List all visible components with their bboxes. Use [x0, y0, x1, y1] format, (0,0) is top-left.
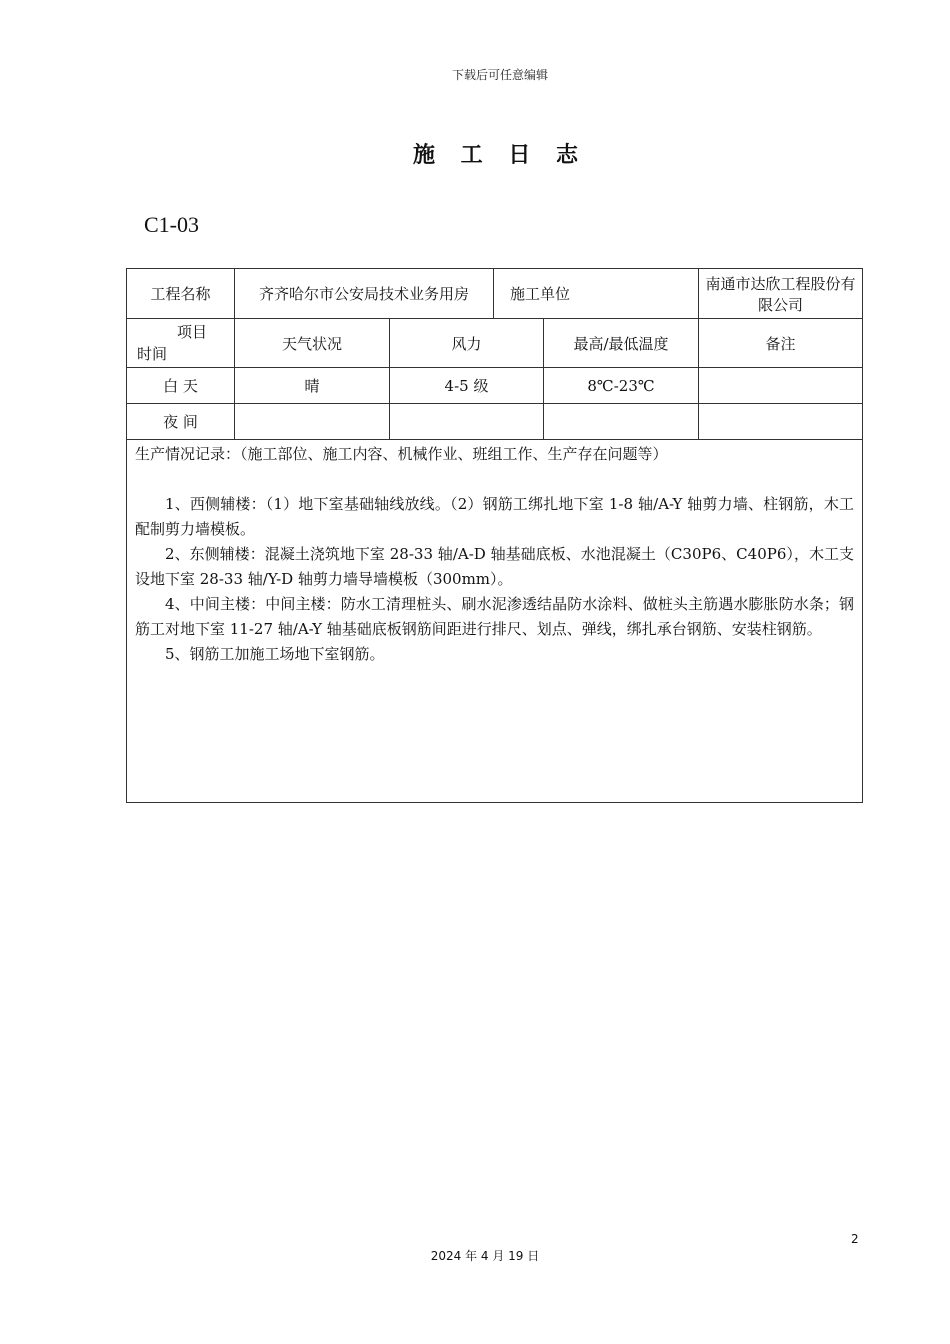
daytime-wind: 4-5 级 — [390, 368, 544, 404]
item-label: 项目 — [177, 323, 208, 341]
page-number: 2 — [851, 1232, 859, 1246]
daytime-temperature: 8℃-23℃ — [544, 368, 699, 404]
project-name-label: 工程名称 — [127, 269, 235, 319]
document-code: C1-03 — [144, 212, 199, 237]
remarks-header: 备注 — [699, 319, 863, 368]
record-item: 4、中间主楼：中间主楼：防水工清理桩头、刷水泥渗透结晶防水涂料、做桩头主筋遇水膨胀防水条；钢筋工对地下室 11-27 轴/A-Y 轴基础底板钢筋间距进行排尺、划点、弹线，绑扎承台钢筋、安装柱钢筋。 — [135, 595, 855, 638]
production-records-row — [127, 440, 863, 803]
footer-date: 2024 年 4 月 19 日 — [430, 1249, 540, 1263]
nighttime-weather — [235, 404, 390, 440]
record-item: 1、西侧辅楼：（1）地下室基础轴线放线。（2）钢筋工绑扎地下室 1-8 轴/A-Y 轴剪力墙、柱钢筋，木工配制剪力墙模板。 — [135, 495, 855, 538]
construction-log-table — [126, 268, 863, 803]
daytime-row — [127, 368, 863, 404]
nighttime-wind — [390, 404, 544, 440]
daytime-remarks — [699, 368, 863, 404]
header-note: 下载后可任意编辑 — [451, 68, 548, 82]
record-item: 2、东侧辅楼：混凝土浇筑地下室 28-33 轴/A-D 轴基础底板、水池混凝土（C30P6、C40P6），木工支设地下室 28-33 轴/Y-D 轴剪力墙导墙模板（300mm）。 — [135, 545, 855, 588]
time-label: 时间 — [137, 345, 168, 363]
nighttime-label: 夜 间 — [127, 404, 235, 440]
item-time-header — [127, 319, 235, 368]
daytime-weather: 晴 — [235, 368, 390, 404]
wind-header: 风力 — [390, 319, 544, 368]
project-info-row — [127, 269, 863, 319]
project-name-value: 齐齐哈尔市公安局技术业务用房 — [235, 269, 494, 319]
column-header-row — [127, 319, 863, 368]
weather-header: 天气状况 — [235, 319, 390, 368]
temperature-header: 最高/最低温度 — [544, 319, 699, 368]
construction-unit-value: 南通市达欣工程股份有限公司 — [699, 269, 863, 319]
records-heading: 生产情况记录：（施工部位、施工内容、机械作业、班组工作、生产存在问题等） — [135, 445, 668, 463]
record-item: 5、钢筋工加施工场地下室钢筋。 — [165, 645, 385, 663]
daytime-label: 白 天 — [127, 368, 235, 404]
construction-unit-label: 施工单位 — [494, 269, 699, 319]
production-records-cell — [127, 440, 863, 803]
nighttime-remarks — [699, 404, 863, 440]
nighttime-temperature — [544, 404, 699, 440]
nighttime-row — [127, 404, 863, 440]
page-title: 施 工 日 志 — [413, 143, 587, 168]
